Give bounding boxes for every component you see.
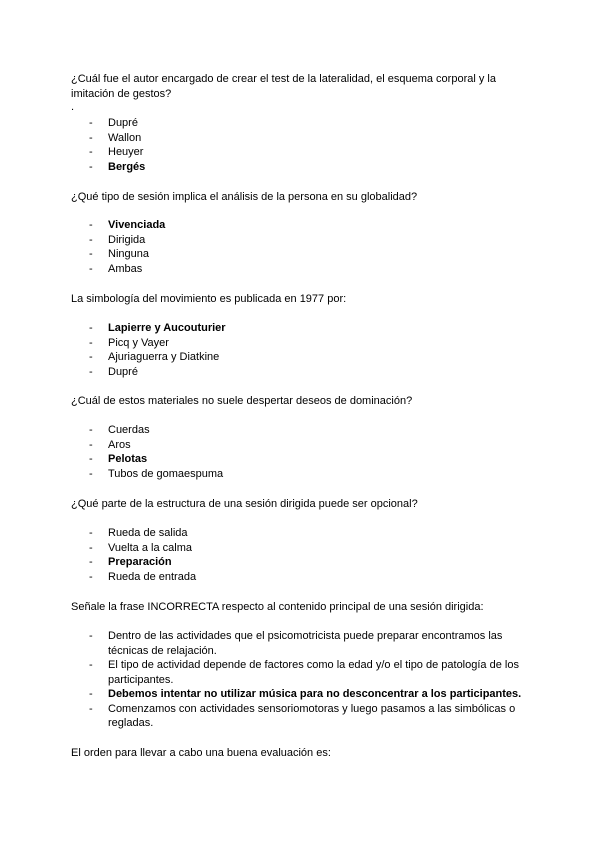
option-item bbox=[71, 131, 531, 146]
option-text: Cuerdas bbox=[108, 424, 150, 436]
question-1-note: . bbox=[71, 101, 75, 113]
option-text: Aros bbox=[108, 438, 131, 451]
question-2-options bbox=[71, 218, 531, 276]
option-text: El tipo de actividad depende de factores como la edad y/o el tipo de patología de los participantes. bbox=[108, 659, 519, 686]
option-item bbox=[71, 350, 531, 365]
question-7-text: El orden para llevar a cabo una buena evaluación es: bbox=[71, 747, 331, 759]
option-text: Wallon bbox=[108, 131, 142, 144]
list-dash: - bbox=[89, 453, 93, 465]
option-item-correct bbox=[71, 160, 531, 175]
option-item bbox=[71, 541, 531, 556]
option-text-correct: Bergés bbox=[108, 160, 146, 173]
question-4-options bbox=[71, 423, 531, 481]
option-text: Ambas bbox=[108, 262, 143, 275]
option-text-correct: Preparación bbox=[108, 556, 172, 568]
question-1-text: ¿Cuál fue el autor encargado de crear el test de la lateralidad, el esquema corporal y la imitación de gestos? bbox=[71, 73, 496, 100]
list-dash: - bbox=[89, 570, 93, 583]
option-item-correct bbox=[71, 555, 531, 570]
option-item bbox=[71, 629, 531, 658]
option-text: Dirigida bbox=[108, 233, 146, 246]
list-dash: - bbox=[89, 688, 93, 700]
option-text: Ninguna bbox=[108, 248, 149, 260]
option-text: Tubos de gomaespuma bbox=[108, 467, 224, 480]
question-5-options bbox=[71, 526, 531, 584]
question-3-options bbox=[71, 321, 531, 379]
list-dash: - bbox=[89, 233, 93, 246]
list-dash: - bbox=[89, 467, 93, 480]
list-dash: - bbox=[89, 322, 93, 334]
list-dash: - bbox=[89, 630, 93, 642]
option-item bbox=[71, 247, 531, 262]
question-2-text: ¿Qué tipo de sesión implica el análisis de la persona en su globalidad? bbox=[71, 191, 418, 203]
question-4-text: ¿Cuál de estos materiales no suele despertar deseos de dominación? bbox=[71, 395, 413, 407]
option-item bbox=[71, 116, 531, 131]
option-item-correct bbox=[71, 687, 531, 702]
option-text: Dupré bbox=[108, 365, 138, 378]
option-item bbox=[71, 233, 531, 248]
option-text: Comenzamos con actividades sensoriomotoras y luego pasamos a las simbólicas o regladas. bbox=[108, 702, 516, 729]
list-dash: - bbox=[89, 262, 93, 275]
option-text-correct: Pelotas bbox=[108, 453, 148, 465]
list-dash: - bbox=[89, 219, 93, 231]
list-dash: - bbox=[89, 424, 93, 436]
option-item bbox=[71, 526, 531, 541]
option-text: Rueda de entrada bbox=[108, 570, 197, 583]
option-item-correct bbox=[71, 452, 531, 467]
option-text-correct: Vivenciada bbox=[108, 219, 166, 231]
question-3-text: La simbología del movimiento es publicada en 1977 por: bbox=[71, 293, 347, 305]
question-6-options bbox=[71, 629, 531, 731]
list-dash: - bbox=[89, 365, 93, 378]
list-dash: - bbox=[89, 336, 93, 349]
option-item bbox=[71, 336, 531, 351]
option-item-correct bbox=[71, 218, 531, 233]
option-text-correct: Debemos intentar no utilizar música para no desconcentrar a los participantes. bbox=[108, 688, 522, 700]
question-6-text: Señale la frase INCORRECTA respecto al contenido principal de una sesión dirigida: bbox=[71, 601, 484, 613]
list-dash: - bbox=[89, 160, 93, 173]
list-dash: - bbox=[89, 438, 93, 451]
question-1-options bbox=[71, 116, 531, 174]
option-text: Picq y Vayer bbox=[108, 336, 169, 349]
option-item-correct bbox=[71, 321, 531, 336]
list-dash: - bbox=[89, 541, 93, 554]
option-text: Dupré bbox=[108, 117, 138, 129]
list-dash: - bbox=[89, 146, 93, 158]
list-dash: - bbox=[89, 702, 93, 715]
option-text: Vuelta a la calma bbox=[108, 541, 192, 554]
option-item bbox=[71, 658, 531, 687]
option-item bbox=[71, 145, 531, 160]
list-dash: - bbox=[89, 659, 93, 671]
option-item bbox=[71, 438, 531, 453]
option-item bbox=[71, 262, 531, 277]
option-item bbox=[71, 702, 531, 731]
list-dash: - bbox=[89, 556, 93, 568]
option-item bbox=[71, 365, 531, 380]
option-text-correct: Lapierre y Aucouturier bbox=[108, 322, 226, 334]
option-text: Rueda de salida bbox=[108, 527, 188, 539]
option-text: Heuyer bbox=[108, 146, 144, 158]
option-text: Dentro de las actividades que el psicomotricista puede preparar encontramos las técnicas de relajación. bbox=[108, 630, 503, 657]
list-dash: - bbox=[89, 527, 93, 539]
list-dash: - bbox=[89, 248, 93, 260]
option-item bbox=[71, 423, 531, 438]
option-item bbox=[71, 467, 531, 482]
list-dash: - bbox=[89, 117, 93, 129]
option-item bbox=[71, 570, 531, 585]
list-dash: - bbox=[89, 351, 93, 363]
list-dash: - bbox=[89, 131, 93, 144]
option-text: Ajuriaguerra y Diatkine bbox=[108, 351, 220, 363]
question-5-text: ¿Qué parte de la estructura de una sesión dirigida puede ser opcional? bbox=[71, 498, 418, 510]
